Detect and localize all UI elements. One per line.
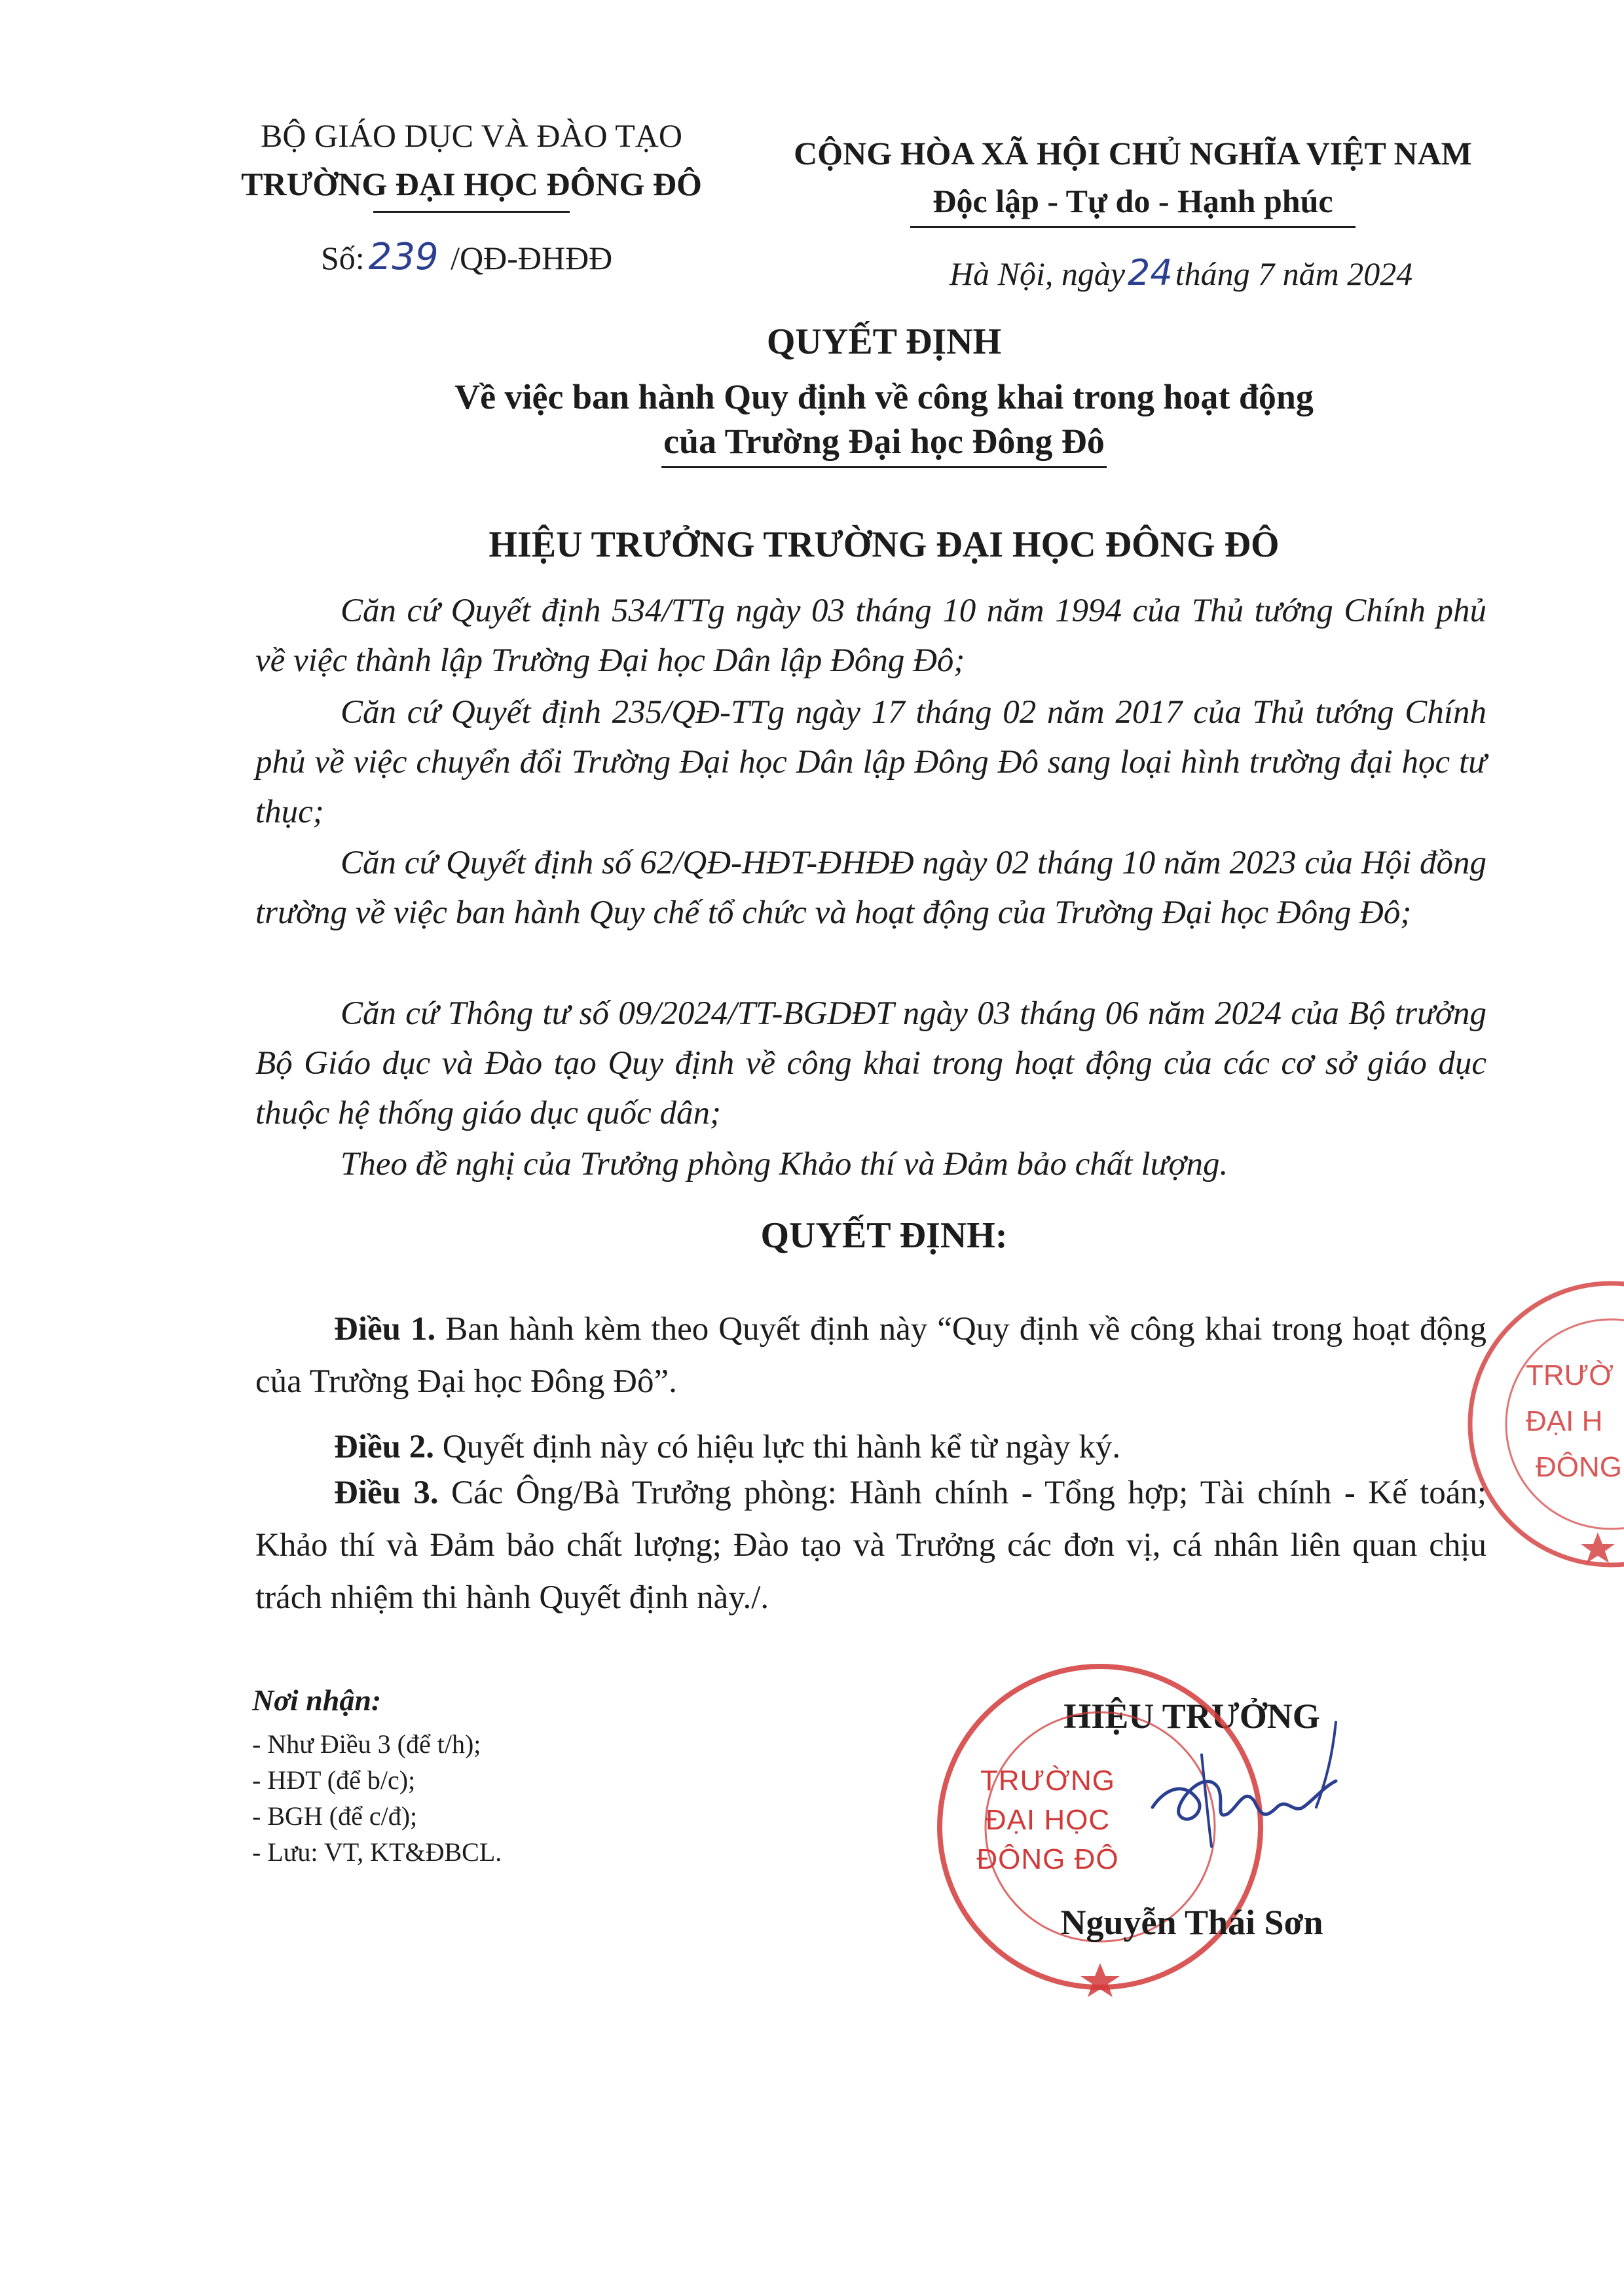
- article-text: Ban hành kèm theo Quyết định này “Quy định về công khai trong hoạt động của Trường Đại học Đông Đô”.: [255, 1311, 1487, 1400]
- recipients-heading: Nơi nhận:: [252, 1683, 382, 1717]
- recipient-item: - Như Điều 3 (để t/h);: [252, 1729, 481, 1759]
- number-handwritten: 239: [368, 236, 439, 278]
- republic-name: CỘNG HÒA XÃ HỘI CHỦ NGHĨA VIỆT NAM: [794, 135, 1472, 172]
- decision-heading: QUYẾT ĐỊNH:: [760, 1215, 1008, 1256]
- preamble-paragraph: Căn cứ Quyết định số 62/QĐ-HĐT-ĐHĐĐ ngày 02 tháng 10 năm 2023 của Hội đồng trường về việc ban hành Quy chế tổ chức và hoạt động của Trường Đại học Đông Đô;: [255, 845, 1486, 931]
- date-suffix: tháng 7 năm 2024: [1175, 255, 1413, 292]
- national-motto: Độc lập - Tự do - Hạnh phúc: [932, 183, 1333, 219]
- article-text: Các Ông/Bà Trưởng phòng: Hành chính - Tổng hợp; Tài chính - Kế toán; Khảo thí và Đảm bảo chất lượng; Đào tạo và Trưởng các đơn vị, cá nhân liên quan chịu trách nhiệm thi hành Quyết định này./.: [255, 1475, 1487, 1616]
- decision-subject-line1: Về việc ban hành Quy định về công khai trong hoạt động: [454, 377, 1314, 416]
- decision-subject-line2: của Trường Đại học Đông Đô: [663, 422, 1105, 461]
- article-3: [255, 1467, 1486, 1624]
- svg-text:TRƯỜ: TRƯỜ: [1526, 1359, 1614, 1391]
- preamble-paragraph: Căn cứ Thông tư số 09/2024/TT-BGDĐT ngày 03 tháng 06 năm 2024 của Bộ trưởng Bộ Giáo dục và Đào tạo Quy định về công khai trong hoạt động của các cơ sở giáo dục thuộc hệ thống giáo dục quốc dân;: [255, 995, 1486, 1131]
- motto-underline: [910, 226, 1356, 228]
- seal-text-line3: ĐÔNG ĐÔ: [976, 1843, 1119, 1875]
- edge-seal-stamp: [1414, 1270, 1624, 1578]
- number-suffix: /QĐ-ĐHĐĐ: [442, 240, 613, 276]
- ministry-name: BỘ GIÁO DỤC VÀ ĐÀO TẠO: [261, 117, 682, 154]
- document-number: [321, 236, 612, 278]
- signer-name: Nguyễn Thái Sơn: [1060, 1903, 1323, 1942]
- article-text: Quyết định này có hiệu lực thi hành kể từ ngày ký.: [434, 1429, 1121, 1465]
- recipient-item: - BGH (để c/đ);: [252, 1801, 418, 1831]
- preamble-paragraph: Căn cứ Quyết định 534/TTg ngày 03 tháng 10 năm 1994 của Thủ tướng Chính phủ về việc thành lập Trường Đại học Dân lập Đông Đô;: [255, 593, 1486, 679]
- seal-text-line2: ĐẠI HỌC: [985, 1804, 1111, 1836]
- article-label: Điều 3.: [334, 1475, 439, 1511]
- issuing-authority: HIỆU TRƯỞNG TRƯỜNG ĐẠI HỌC ĐÔNG ĐÔ: [489, 524, 1280, 565]
- decision-title: QUYẾT ĐỊNH: [766, 321, 1002, 362]
- article-2: [255, 1421, 1486, 1473]
- subject-underline: [661, 466, 1107, 468]
- signer-title: HIỆU TRƯỞNG: [1063, 1697, 1320, 1736]
- date-day-handwritten: 24: [1128, 252, 1173, 293]
- article-1: [255, 1303, 1486, 1408]
- svg-text:ĐẠI H: ĐẠI H: [1526, 1405, 1603, 1437]
- date-prefix: Hà Nội, ngày: [950, 255, 1126, 292]
- preamble-paragraph: Theo đề nghị của Trưởng phòng Khảo thí và Đảm bảo chất lượng.: [341, 1146, 1228, 1183]
- seal-text-line1: TRƯỜNG: [980, 1765, 1115, 1797]
- school-name: TRƯỜNG ĐẠI HỌC ĐÔNG ĐÔ: [241, 166, 702, 202]
- article-label: Điều 1.: [334, 1311, 436, 1348]
- preamble-paragraph: Căn cứ Quyết định 235/QĐ-TTg ngày 17 tháng 02 năm 2017 của Thủ tướng Chính phủ về việc chuyển đổi Trường Đại học Dân lập Đông Đô sang loại hình trường đại học tư thục;: [255, 694, 1486, 830]
- school-underline: [373, 211, 570, 213]
- issue-date: [950, 252, 1412, 293]
- article-label: Điều 2.: [334, 1429, 434, 1465]
- recipient-item: - Lưu: VT, KT&ĐBCL.: [252, 1837, 502, 1867]
- handwritten-signature: [1139, 1709, 1349, 1879]
- recipient-item: - HĐT (để b/c);: [252, 1765, 416, 1795]
- number-prefix: Số:: [321, 240, 365, 276]
- svg-text:ĐÔNG: ĐÔNG: [1536, 1451, 1622, 1483]
